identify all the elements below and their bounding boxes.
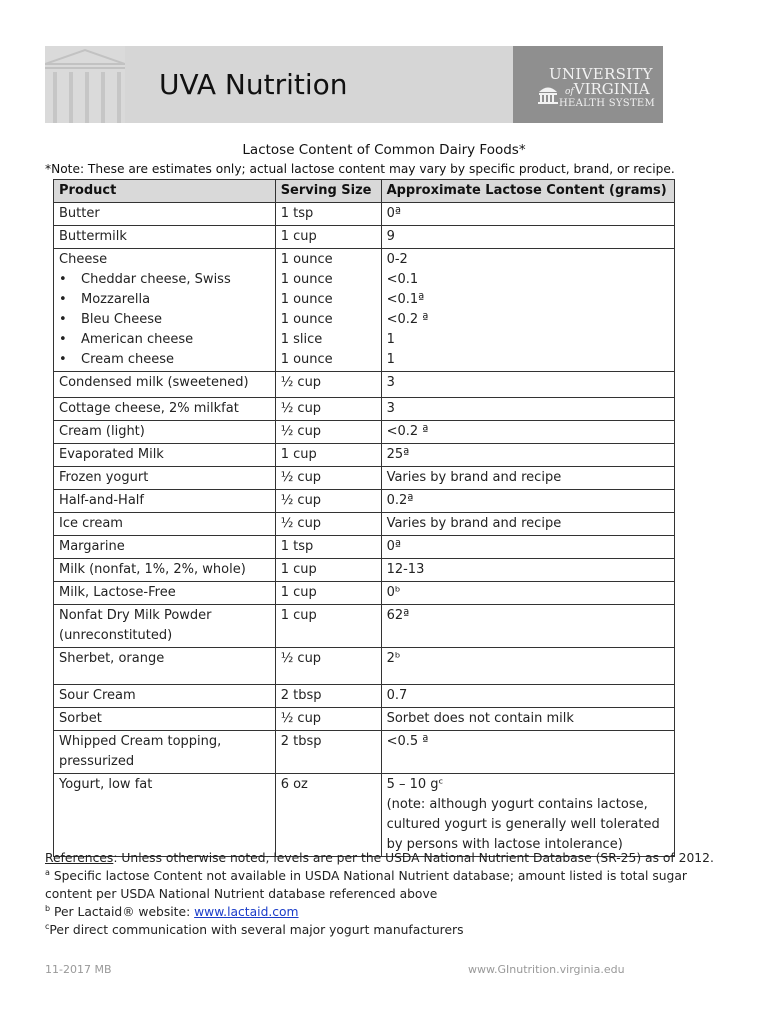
yogurt-note: (note: although yogurt contains lactose, cultured yogurt is generally well tolerated by persons with lactose intolerance) — [386, 797, 660, 852]
size-cell: 1 cup — [275, 582, 381, 605]
list-item: • Cheddar cheese, Swiss — [59, 270, 270, 290]
product-cell: Whipped Cream topping, pressurized — [54, 731, 276, 774]
table-row — [54, 421, 675, 444]
size-cell: 1 cup — [275, 605, 381, 648]
lactose-cell: 12-13 — [381, 559, 674, 582]
size-cell: 1 cup — [275, 444, 381, 467]
table-row — [54, 708, 675, 731]
lactose-cell: 3 — [381, 398, 674, 421]
product-cell: Condensed milk (sweetened) — [54, 372, 276, 398]
footer-date: 11-2017 MB — [45, 963, 112, 976]
lactose-cell: 5 – 10 gᶜ (note: although yogurt contains lactose, cultured yogurt is generally well tolerated by persons with lactose intolerance) — [381, 774, 674, 857]
bullet-icon: • — [59, 292, 67, 307]
size-cell: 1 cup — [275, 559, 381, 582]
list-item: • Cream cheese — [59, 350, 270, 370]
product-cell: Nonfat Dry Milk Powder (unreconstituted) — [54, 605, 276, 648]
references-label: References — [45, 851, 114, 865]
size-cell: 1 tsp — [275, 536, 381, 559]
header-banner — [45, 46, 663, 123]
table-row — [54, 648, 675, 685]
lactose-cell: 0.2ª — [381, 490, 674, 513]
footer-website: www.GInutrition.virginia.edu — [468, 963, 625, 976]
table-row — [54, 582, 675, 605]
logo-health-system: HEALTH SYSTEM — [559, 98, 656, 109]
product-cell: Half-and-Half — [54, 490, 276, 513]
table-row — [54, 203, 675, 226]
size-cell: ½ cup — [275, 467, 381, 490]
table-row-cheese-group — [54, 249, 675, 372]
lactose-cell: 3 — [381, 372, 674, 398]
footnote-b: $^b$ Per Lactaid® website: www.lactaid.com — [45, 903, 299, 919]
uva-health-system-logo — [513, 46, 663, 123]
size-cell: 1 cup — [275, 226, 381, 249]
table-row — [54, 605, 675, 648]
product-cell: Milk, Lactose-Free — [54, 582, 276, 605]
size-cell: ½ cup — [275, 708, 381, 731]
size-cell: ½ cup — [275, 513, 381, 536]
table-header-row — [54, 180, 675, 203]
size-cell: ½ cup — [275, 421, 381, 444]
references-paragraph: References: Unless otherwise noted, levels are per the USDA National Nutrient Database (SR-25) as of 2012. — [45, 851, 714, 865]
lactose-cell: 2ᵇ — [381, 648, 674, 685]
lactose-cell: 0ª — [381, 536, 674, 559]
footnote-a: $^a$ Specific lactose Content not available in USDA National Nutrient database; amount listed is total sugar content per USDA National Nutrient database referenced above — [45, 867, 687, 901]
size-cell: ½ cup — [275, 398, 381, 421]
header-lactose: Approximate Lactose Content (grams) — [381, 180, 674, 203]
header-serving-size: Serving Size — [275, 180, 381, 203]
product-cell: Yogurt, low fat — [54, 774, 276, 857]
list-item: • Mozzarella — [59, 290, 270, 310]
lactose-cell: Varies by brand and recipe — [381, 513, 674, 536]
lactaid-link[interactable]: www.lactaid.com — [194, 905, 299, 919]
table-row — [54, 226, 675, 249]
product-cell: Frozen yogurt — [54, 467, 276, 490]
table-row — [54, 467, 675, 490]
lactose-cell: 62ª — [381, 605, 674, 648]
table-row — [54, 774, 675, 857]
product-cell: Cottage cheese, 2% milkfat — [54, 398, 276, 421]
product-cell: Sour Cream — [54, 685, 276, 708]
product-cell: Milk (nonfat, 1%, 2%, whole) — [54, 559, 276, 582]
table-row — [54, 685, 675, 708]
product-cell: Margarine — [54, 536, 276, 559]
product-cell: Butter — [54, 203, 276, 226]
site-title: UVA Nutrition — [159, 68, 348, 101]
product-cell: Evaporated Milk — [54, 444, 276, 467]
size-cell: ½ cup — [275, 490, 381, 513]
product-cell: Sherbet, orange — [54, 648, 276, 685]
header-product: Product — [54, 180, 276, 203]
lactose-cell: 0.7 — [381, 685, 674, 708]
logo-university: UNIVERSITY — [549, 65, 653, 83]
table-row — [54, 559, 675, 582]
lactose-table — [53, 179, 675, 857]
lactose-cell: <0.2 ª — [381, 421, 674, 444]
size-cell: 1 ounce 1 ounce 1 ounce 1 ounce 1 slice 1 ounce — [275, 249, 381, 372]
list-item: • Bleu Cheese — [59, 310, 270, 330]
bullet-icon: • — [59, 272, 67, 287]
bullet-icon: • — [59, 332, 67, 347]
product-cell: Ice cream — [54, 513, 276, 536]
lactose-cell: 25ª — [381, 444, 674, 467]
size-cell: ½ cup — [275, 648, 381, 685]
lactose-cell: Sorbet does not contain milk — [381, 708, 674, 731]
table-row — [54, 372, 675, 398]
lactose-cell: <0.5 ª — [381, 731, 674, 774]
table-row — [54, 731, 675, 774]
lactose-cell: 0ª — [381, 203, 674, 226]
size-cell: 2 tbsp — [275, 731, 381, 774]
bullet-icon: • — [59, 352, 67, 367]
product-cell: Buttermilk — [54, 226, 276, 249]
product-cell — [54, 249, 276, 372]
lactose-cell: 0-2 <0.1 <0.1ª <0.2 ª 1 1 — [381, 249, 674, 372]
size-cell: ½ cup — [275, 372, 381, 398]
lactose-cell: 0ᵇ — [381, 582, 674, 605]
table-row — [54, 398, 675, 421]
table-row — [54, 490, 675, 513]
logo-virginia: ofVIRGINIA — [565, 80, 650, 98]
estimate-note: *Note: These are estimates only; actual lactose content may vary by specific product, brand, or recipe. — [45, 162, 675, 176]
table-row — [54, 536, 675, 559]
bullet-icon: • — [59, 312, 67, 327]
size-cell: 2 tbsp — [275, 685, 381, 708]
product-cell: Cream (light) — [54, 421, 276, 444]
product-cell: Sorbet — [54, 708, 276, 731]
table-row — [54, 513, 675, 536]
size-cell: 1 tsp — [275, 203, 381, 226]
list-item: • American cheese — [59, 330, 270, 350]
rotunda-building-graphic — [45, 46, 125, 123]
document-title: Lactose Content of Common Dairy Foods* — [242, 142, 526, 158]
product-cheese: Cheese — [59, 252, 108, 267]
footnote-c: $^c$Per direct communication with several major yogurt manufacturers — [45, 921, 464, 937]
size-cell: 6 oz — [275, 774, 381, 857]
table-row — [54, 444, 675, 467]
lactose-cell: Varies by brand and recipe — [381, 467, 674, 490]
rotunda-icon — [537, 82, 559, 104]
lactose-cell: 9 — [381, 226, 674, 249]
references-section — [45, 849, 715, 939]
